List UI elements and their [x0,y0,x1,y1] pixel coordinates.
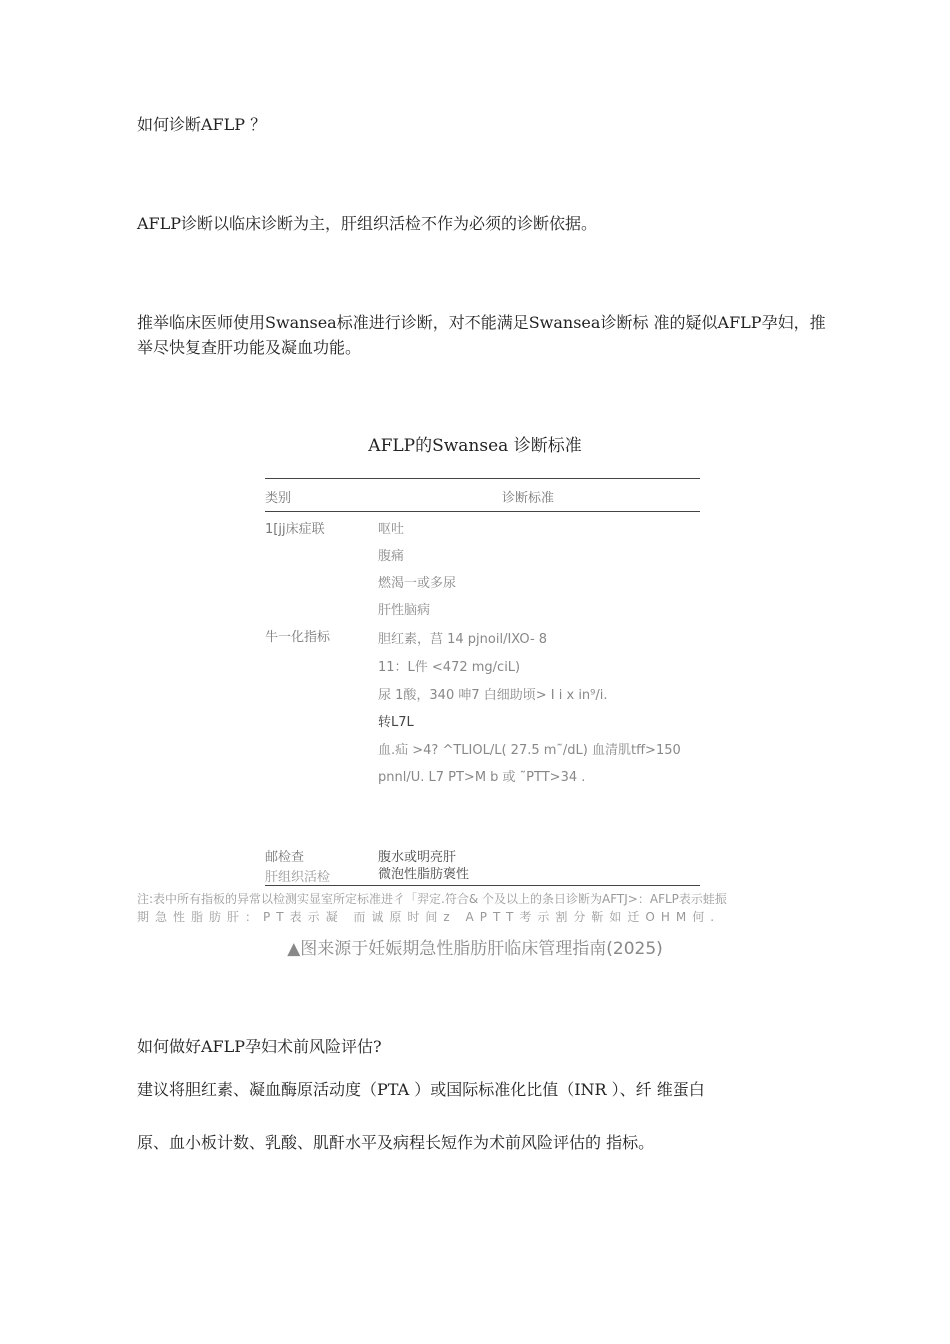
table-criterion: 腹水或明亮肝 [378,850,457,865]
table-criterion: 尿 1酸，340 呻7 白细助顷> I i x in⁹/i. [378,688,608,703]
paragraph-risk-1: 建议将胆红素、凝血酶原活动度（PTA ）或国际标准化比值（INR ）、纤 维蛋白 [137,1080,705,1099]
table-header-category: 类别 [265,491,292,506]
table-note-line-1: 注:表中所有指板的异常以检测实显室所定标准进彳「羿定.符合& 个及以上的条日诊断为AFTJ>：AFLP表示蛙振 [137,892,727,906]
table-criterion: 呕吐 [378,522,405,537]
table-criterion: 肝性脑病 [378,603,431,618]
table-category-clinical: 1[jj床症联 [265,522,325,537]
table-criterion: 血.疝 >4? ^TLIOL/L( 27.5 m˜/dL) 血清肌tff>150 [378,743,681,758]
paragraph-diagnosis: AFLP诊断以临床诊断为主，肝组织活检不作为必须的诊断依据。 [137,214,598,233]
table-header-criteria: 诊断标准 [502,491,555,506]
question-heading-2: 如何做好AFLP孕妇术前风险评估? [137,1037,382,1056]
table-header-rule [265,511,700,512]
table-title: AFLP的Swansea 诊断标准 [368,436,582,456]
image-source-caption: ▲图来源于妊娠期急性脂肪肝临床管理指南(2025) [287,939,663,959]
table-criterion: 燃渴一或多尿 [378,576,457,591]
table-criterion: 腹痛 [378,549,405,564]
paragraph-swansea: 推举临床医师使用Swansea标准进行诊断，对不能满足Swansea诊断标 准的疑似AFLP孕妇，推举尽快复查肝功能及凝血功能。 [137,313,826,357]
table-category-biochem: 牛一化指标 [265,630,331,645]
table-category-imaging: 邮检查 [265,850,305,865]
table-criterion: 11：L件 <472 mg/ciL) [378,660,521,675]
table-bottom-rule [265,885,700,886]
table-criterion: pnnl/U. L7 PT>M b 或 ˜PTT>34 . [378,770,586,785]
table-criterion: 转L7L [378,715,414,730]
table-criterion: 微泡性脂肪褒性 [378,867,470,882]
table-criterion: 胆红素，莒 14 pjnoil/IXO- 8 [378,632,548,647]
table-top-rule [265,478,700,479]
table-note-line-2: 期急性脂肪肝：PT表示凝 而诚原时间z APTT考示割分靳如迁OHM何. [137,910,721,924]
table-category-biopsy: 肝组织活检 [265,870,331,885]
question-heading-1: 如何诊断AFLP ？ [137,115,267,134]
paragraph-risk-2: 原、血小板计数、乳酸、肌酐水平及病程长短作为术前风险评估的 指标。 [137,1133,655,1152]
